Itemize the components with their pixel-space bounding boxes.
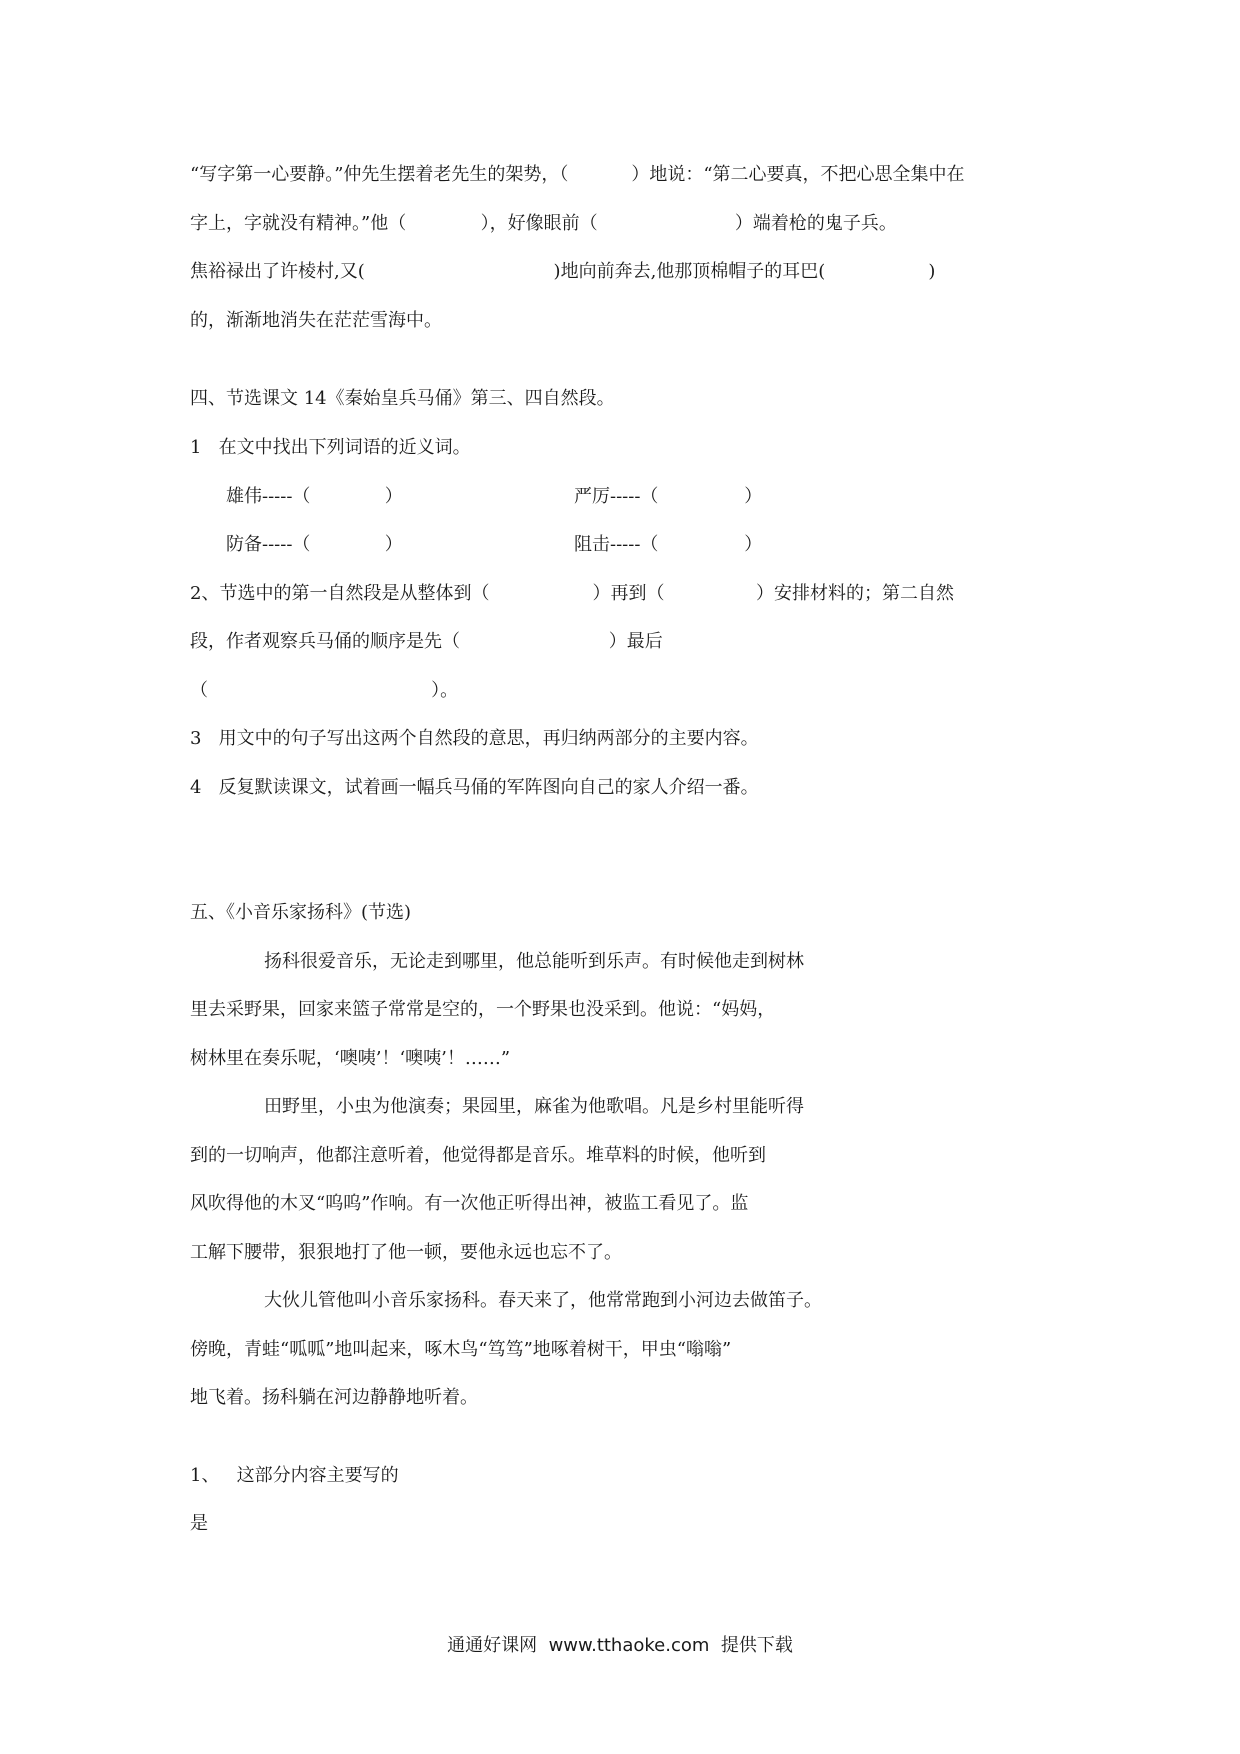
- paragraph-line: 傍晚，青蛙“呱呱”地叫起来，啄木鸟“笃笃”地啄着树干，甲虫“嗡嗡”: [190, 1339, 732, 1360]
- paragraph-line: 树林里在奏乐呢，‘噢咦’！‘噢咦’！……”: [190, 1048, 511, 1069]
- paragraph-line: 工解下腰带，狠狠地打了他一顿，要他永远也忘不了。: [190, 1242, 622, 1263]
- paragraph-line: 风吹得他的木叉“呜呜”作响。有一次他正听得出神，被监工看见了。监: [190, 1193, 749, 1214]
- text-line: “写字第一心要静。”仲先生摆着老先生的架势，（ ）地说：“第二心要真，不把心思全集中在: [190, 164, 965, 185]
- synonym-blank: 雄伟-----（ ）: [226, 486, 403, 507]
- footer-credit: 通通好课网 www.tthaoke.com 提供下载: [447, 1635, 793, 1656]
- section-heading: 四、节选课文 14《秦始皇兵马俑》第三、四自然段。: [190, 388, 615, 409]
- text-line: 字上，字就没有精神。”他（ ），好像眼前（ ）端着枪的鬼子兵。: [190, 213, 897, 234]
- question-4: 4 反复默读课文，试着画一幅兵马俑的军阵图向自己的家人介绍一番。: [190, 777, 759, 798]
- question-1: 1、 这部分内容主要写的: [190, 1465, 399, 1486]
- paragraph-line: 扬科很爱音乐，无论走到哪里，他总能听到乐声。有时候他走到树林: [264, 951, 804, 972]
- question-2: （ ）。: [190, 680, 459, 701]
- paragraph-line: 大伙儿管他叫小音乐家扬科。春天来了，他常常跑到小河边去做笛子。: [264, 1290, 822, 1311]
- synonym-blank: 阻击-----（ ）: [574, 534, 763, 555]
- text-line: 的，渐渐地消失在茫茫雪海中。: [190, 310, 442, 331]
- synonym-blank: 防备-----（ ）: [226, 534, 403, 555]
- question-1: 是: [190, 1513, 208, 1534]
- question-2: 2、节选中的第一自然段是从整体到（ ）再到（ ）安排材料的；第二自然: [190, 583, 954, 604]
- paragraph-line: 到的一切响声，他都注意听着，他觉得都是音乐。堆草料的时候，他听到: [190, 1145, 766, 1166]
- synonym-blank: 严厉-----（ ）: [574, 486, 763, 507]
- paragraph-line: 地飞着。扬科躺在河边静静地听着。: [190, 1387, 478, 1408]
- question-1: 1 在文中找出下列词语的近义词。: [190, 437, 471, 458]
- paragraph-line: 里去采野果，回家来篮子常常是空的，一个野果也没采到。他说：“妈妈，: [190, 999, 776, 1020]
- text-line: 焦裕禄出了许棱村,又( )地向前奔去,他那顶棉帽子的耳巴( ): [190, 261, 936, 282]
- section-heading: 五、《小音乐家扬科》(节选): [190, 902, 412, 923]
- question-2: 段，作者观察兵马俑的顺序是先（ ）最后: [190, 631, 663, 652]
- question-3: 3 用文中的句子写出这两个自然段的意思，再归纳两部分的主要内容。: [190, 728, 759, 749]
- paragraph-line: 田野里，小虫为他演奏；果园里，麻雀为他歌唱。凡是乡村里能听得: [264, 1096, 804, 1117]
